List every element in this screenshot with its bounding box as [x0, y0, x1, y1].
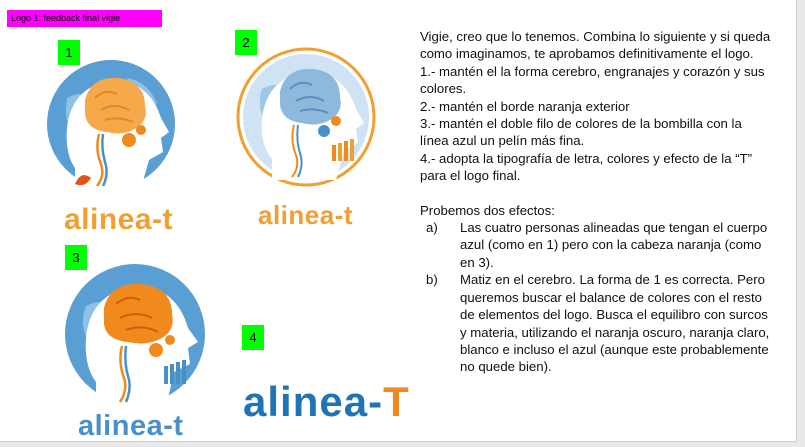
option-badge-2: 2: [235, 30, 257, 55]
effects-list: [420, 219, 772, 376]
feedback-point-3: 3.- mantén el doble filo de colores de la bombilla con la línea azul un pelín más fina.: [420, 116, 742, 149]
effect-text-b: Matiz en el cerebro. La forma de 1 es correcta. Pero queremos buscar el balance de colores con el resto de elementos del logo. Busca el equilibro con surcos y materia, utilizando el naranja oscuro, naranja claro, blanco e incluso el azul (aunque este probablemente no quede bien).: [460, 272, 770, 375]
effect-label-b: b): [426, 272, 438, 288]
effect-text-a: Las cuatro personas alineadas que tengan el cuerpo azul (como en 1) pero con la cabeza naranja (como en 3).: [460, 220, 768, 270]
slide-title: Logo 1: feedback final vigie: [7, 10, 162, 27]
wordmark-option-2: alinea-t: [258, 200, 354, 230]
feedback-intro: Vigie, creo que lo tenemos. Combina lo siguiente y si queda como imaginamos, te aprobamos definitivamente el logo.: [420, 29, 771, 62]
logo-option-1: [45, 58, 177, 190]
logo-option-2: [236, 45, 376, 195]
option-badge-4: 4: [242, 325, 264, 350]
wordmark-option-4-t: T: [383, 378, 410, 425]
feedback-point-4: 4.- adopta la tipografía de letra, colores y efecto de la “T” para el logo final.: [420, 150, 753, 184]
effect-item-a: [420, 219, 772, 271]
effect-label-a: a): [426, 220, 438, 236]
feedback-point-1: 1.- mantén el la forma cerebro, engranajes y corazón y sus colores.: [420, 63, 765, 97]
option-badge-3: 3: [65, 245, 87, 270]
wordmark-option-1: alinea-t: [64, 203, 174, 236]
wordmark-option-4-main: alinea-: [243, 378, 384, 425]
effect-item-b: [420, 271, 772, 375]
effects-intro: Probemos dos efectos:: [420, 202, 555, 218]
option-badge-1: 1: [58, 40, 80, 65]
logo-option-3: [60, 262, 210, 408]
wordmark-option-4: [243, 378, 410, 426]
feedback-point-2: 2.- mantén el borde naranja exterior: [420, 98, 630, 114]
feedback-text: [420, 28, 772, 376]
wordmark-option-3: alinea-t: [78, 410, 184, 442]
